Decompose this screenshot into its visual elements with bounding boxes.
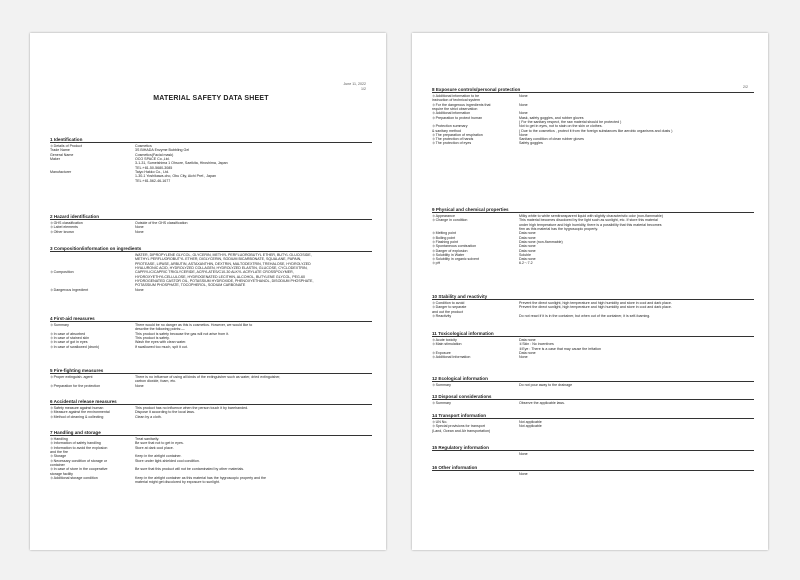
field-value: None <box>135 229 144 234</box>
field-label: ＊Appearance <box>432 214 455 219</box>
field-label: ＊Other known <box>50 229 74 234</box>
field-label: ＊Summary <box>432 383 451 388</box>
field-row <box>432 94 754 103</box>
field-row <box>50 446 372 455</box>
field-row <box>50 476 372 485</box>
field-value: Store at dark cool place. <box>135 445 174 450</box>
field-value: Be sure that not to get in eyes. <box>135 441 184 446</box>
field-label: ＊In case of absorbed <box>50 331 86 336</box>
field-label: General Name <box>50 152 74 157</box>
field-value: Do not pour away to the drainage <box>519 383 573 388</box>
field-row <box>50 375 372 384</box>
field-label: ＊Additional information <box>432 111 471 116</box>
field-value: OCO SPACE Co.,Ltd. 3-1-31, Sumeishima 1 Ohsore, Saeikita, Hiroshima, Japan TEL:+81-50-5680-3085 <box>135 157 228 170</box>
field-row <box>50 157 372 170</box>
field-value: This material becomes discolored by the light such as sunlight, etc. If store this material under high temperature and high humidity, there is a possibility that this material becomes firm as this material has the hygroscopic property. <box>519 218 662 232</box>
field-value: Observe the applicable laws. <box>519 401 565 406</box>
field-label: ＊Handling <box>50 437 68 442</box>
field-value: Not applicable <box>519 420 542 425</box>
field-label: ＊For the dangerous ingredients that require the strict observation <box>432 102 491 112</box>
section <box>432 413 754 433</box>
field-row <box>432 124 754 133</box>
field-row <box>432 452 754 456</box>
field-value: None <box>519 94 528 99</box>
section <box>50 399 372 419</box>
field-value: This product is safety because the gas will not arise from it. <box>135 331 230 336</box>
section <box>432 207 754 266</box>
field-label: ＊UN No. <box>432 420 448 425</box>
field-value: This product is safety. <box>135 336 170 341</box>
section <box>50 368 372 388</box>
field-label: ＊The preparation of respiration <box>432 132 483 137</box>
field-value: Sanitary condition of clean rubber gloves <box>519 137 584 142</box>
field-row <box>432 383 754 387</box>
field-value: If swallowed too much, spit it out. <box>135 344 188 349</box>
section <box>432 331 754 360</box>
section <box>50 214 372 234</box>
field-label: ＊Composition <box>50 270 74 275</box>
field-label: ＊GHS classification <box>50 221 83 226</box>
field-value: None <box>519 102 528 107</box>
field-value: This product has no influence when the person touch it by barehanded. <box>135 406 249 411</box>
field-label: ＊In case of got in eyes <box>50 340 88 345</box>
field-value: Data none <box>519 351 536 356</box>
field-row <box>432 218 754 231</box>
field-label: ＊Danger to separate and out the product <box>432 305 467 314</box>
field-value: WATER, DIPROPYLENE GLYCOL, GLYCERIN, METHYL PERFLUOROBUTYL ETHER, BUTYL GLUCOSIDE, METHYL PERFLUOROBUTYL ETHER, DIGLYCERIN, SODIUM BICARBONATE, SQUALANE, PAPAIN, PROTEASE, LIPASE, ARBUTIN, ASTAXANTHIN, DEXTRIN, MALTODEXTRIN, TREHALOSE, HYDROLYZED HYALURONIC ACID, HYDROLYZED COLLAGEN, HYDROLYZED ELASTIN, GLUCOSE, CYCLODEXTRIN, <box>135 253 312 271</box>
field-label: ＊Acute toxicity <box>432 338 457 343</box>
section-title: 3 Composition/information on ingredients <box>50 246 372 252</box>
field-row <box>50 467 372 476</box>
field-value: Not to get in eyes, not to stain on the skin or clothes. ( Due to the cosmetics , protect it from the foreign substances like aerobic organisms and dusts ) <box>519 124 673 133</box>
field-value: Keep in the airtight container as this material has the hygroscopic property and the material might get discolored by exposure to sunlight. <box>135 475 267 485</box>
section <box>50 316 372 349</box>
field-value: Keep in the airtight container. <box>135 454 182 459</box>
field-value: 6.2〜7.2 <box>519 261 533 266</box>
field-label: ＊The protection of hands <box>432 137 474 142</box>
field-value: None <box>519 132 528 137</box>
field-value: Treat sanitarily. <box>135 437 160 442</box>
field-row <box>432 472 754 476</box>
section <box>432 465 754 476</box>
field-value: None <box>135 225 144 230</box>
field-value: Prevent the direct sunlight, high temperature and high humidity and store in cool and dark place. <box>519 305 672 310</box>
field-label <box>432 472 519 476</box>
field-value: Soluble <box>519 252 531 257</box>
section <box>432 294 754 318</box>
field-value: Data none <box>519 244 536 249</box>
section-title: 10 Stability and reactivity <box>432 294 754 300</box>
field-label: ＊Label elements <box>50 225 78 230</box>
field-label: ＊Proper extinguish. agent <box>50 375 93 380</box>
field-row <box>432 314 754 318</box>
field-value: Data none <box>519 248 536 253</box>
section <box>432 376 754 387</box>
field-label: ＊Exposure <box>432 351 451 356</box>
field-row <box>432 261 754 265</box>
field-value: Prevent the direct sunlight, high temperature and high humidity and store in cool and dark place. <box>519 301 672 306</box>
field-row <box>432 424 754 433</box>
field-label: Maker <box>50 157 60 162</box>
field-value: Safety goggles <box>519 141 543 146</box>
field-label: ＊The protection of eyes <box>432 141 472 146</box>
field-value: Wash the eyes with clean water. <box>135 340 187 345</box>
field-row <box>50 230 372 234</box>
section <box>50 246 372 292</box>
field-value: Data none <box>519 235 536 240</box>
field-label: ＊Additional information to be instruction of technical system <box>432 94 480 103</box>
field-row <box>50 323 372 332</box>
section-title: 1 Identification <box>50 137 372 143</box>
field-row <box>432 116 754 125</box>
section <box>432 394 754 405</box>
field-label: ＊Condition to avoid <box>432 301 465 306</box>
field-value: None <box>135 287 144 292</box>
field-row <box>50 415 372 419</box>
section-title: 2 Hazard identification <box>50 214 372 220</box>
page-title: MATERIAL SAFETY DATA SHEET <box>153 95 269 102</box>
section-title: 14 Transport information <box>432 413 754 419</box>
field-label: ＊Method of cleaning & collecting <box>50 414 104 419</box>
section-title: 4 First-aid measures <box>50 316 372 322</box>
section-title: 15 Regulatory information <box>432 445 754 451</box>
section-title: 9 Physical and chemical properties <box>432 207 754 213</box>
field-value: None <box>519 111 528 116</box>
field-label <box>50 253 135 270</box>
field-row <box>432 103 754 112</box>
field-value: Mask, safety goggles, and rubber gloves ( For the sanitary respect, the raw material should be protected ) <box>519 115 622 124</box>
page-number: 2/2 <box>743 85 748 89</box>
field-label: ＊Special provisions for transport (Land, Ocean and Air transportation) <box>432 424 491 433</box>
field-label: ＊Solubility in Water <box>432 252 465 257</box>
page-number: 1/2 <box>361 86 366 91</box>
field-label: Manufacturer <box>50 169 72 174</box>
field-label: ＊Summary <box>50 323 69 328</box>
field-label: ＊Storage <box>50 454 67 459</box>
field-label: ＊Main stimulation <box>432 342 462 347</box>
section <box>50 430 372 484</box>
field-value: ①Skin : No incentives ②Eye : There is a case that may cause the irritation <box>519 342 602 351</box>
field-value: Do not react if it is in the container, but when out of the container, it is self-foaming. <box>519 314 651 319</box>
field-label: ＊In case of swallowed (drunk) <box>50 344 100 349</box>
field-label: ＊Additional storage condition <box>50 475 98 480</box>
field-value: Not applicable <box>519 424 542 429</box>
field-row <box>50 384 372 388</box>
field-label: ＊Preparation to protect human <box>432 115 483 120</box>
field-label <box>432 452 519 456</box>
field-value: Taiyo Hakko Co., Ltd. 1-30-1 Yoshikawa-cho, Obu City, Aichi Pref., Japan TEL:+81-562-46-1677 <box>135 169 217 183</box>
section-title: 8 Exposure controls/personal protection <box>432 87 754 93</box>
section-title: 12 Ecological information <box>432 376 754 382</box>
field-row <box>432 305 754 314</box>
field-label: ＊pH <box>432 261 441 266</box>
field-label: ＊In case of stained skin <box>50 336 90 341</box>
document-page-2 <box>412 33 768 550</box>
section <box>50 137 372 183</box>
field-value: Dispose it according to the local laws. <box>135 410 195 415</box>
field-row <box>432 355 754 359</box>
field-value: There is no influence of using all kinds of the extinguisher such as water, dried extinguisher, carbon dioxide, foam, etc. <box>135 375 281 384</box>
section-title: 16 Other information <box>432 465 754 471</box>
field-label: ＊Preparation for the protection <box>50 383 101 388</box>
field-value: Data none <box>519 231 536 236</box>
field-value: Milky white to white semitransparent liquid with slightly characteristic odor (non-flammable) <box>519 214 664 219</box>
field-value: None <box>519 452 528 457</box>
field-row <box>432 401 754 405</box>
field-value: Data none (non-flammable) <box>519 239 563 244</box>
date-text: June 11, 2022 <box>343 82 366 86</box>
field-label: ＊Dangerous Ingredient <box>50 287 89 292</box>
field-value: None <box>519 472 528 477</box>
field-row <box>432 342 754 351</box>
field-value: There would be no danger as this is cosmetics. However, we would like to describe the following points:— <box>135 323 253 332</box>
field-value: 3S BIHADA Enzyme Bubbling Gel <box>135 148 190 153</box>
field-label: ＊Measure against the environmental <box>50 410 110 415</box>
field-label: ＊Solubility in organic solvent <box>432 257 479 262</box>
document-page-1 <box>30 33 386 550</box>
section <box>432 445 754 456</box>
field-value: Cosmetics(Facial mask) <box>135 152 174 157</box>
field-value: Store under light-shielded cool condition. <box>135 458 200 463</box>
field-label: ＊Information to avoid the explosion and the fire <box>50 445 108 455</box>
field-row <box>50 253 372 270</box>
field-label: Trade Name <box>50 148 70 153</box>
field-value: Cosmetics <box>135 144 152 149</box>
section-title: 5 Fire-fighting measures <box>50 368 372 374</box>
field-label: ＊Melting point <box>432 231 456 236</box>
field-label: ＊Change in condition <box>432 218 468 223</box>
field-label: ＊Danger of explosion <box>432 248 468 253</box>
field-label: ＊Protection summary & sanitary method <box>432 124 468 133</box>
field-label: ＊Flashing point <box>432 239 458 244</box>
field-value: Data none <box>519 257 536 262</box>
section-title: 11 Toxicological information <box>432 331 754 337</box>
field-value: None <box>519 355 528 360</box>
field-value: CAPRYLIC/CAPRIC TRIGLYCERIDE, ACRYLATES/C10-30 ALKYL ACRYLATE CROSSPOLYMER, HYDROXYETHYLCELLULOSE, HYDROGENATED LECITHIN, ALCOHOL, BUTYLENE GLYCOL, PEG-60 HYDROGENATED CASTOR OIL, POTASSIUM HYDROXIDE, PHENOXYETHANOL, DISODIUM PHOSPHATE, POTASSIUM PHOSPHATE, TOCOPHEROL, SODIUM CARBONATE <box>135 270 314 288</box>
section-title: 13 Disposal considerations <box>432 394 754 400</box>
section-title: 6 Accidental release measures <box>50 399 372 405</box>
field-value: Clean by a cloth. <box>135 414 162 419</box>
field-row <box>50 270 372 287</box>
field-label: ＊Safety measure against human <box>50 406 104 411</box>
field-row <box>50 170 372 183</box>
field-label: ＊Details of Product <box>50 144 82 149</box>
field-label: ＊Additional Information <box>432 355 471 360</box>
field-label: ＊In case of store in the cooperative storage facility <box>50 467 108 476</box>
field-value: Be sure that this product will not be contaminated by other materials. <box>135 467 245 472</box>
field-label: ＊Spontaneous combustion <box>432 244 477 249</box>
field-row <box>50 288 372 292</box>
field-label: ＊Boiling point <box>432 235 456 240</box>
field-label: ＊Necessary condition of storage or container <box>50 458 108 467</box>
section-title: 7 Handling and storage <box>50 430 372 436</box>
field-label: ＊Summary <box>432 401 451 406</box>
field-value: Outside of the GHS classification <box>135 221 188 226</box>
field-row <box>50 459 372 468</box>
field-value: Data none <box>519 338 536 343</box>
field-value: None <box>135 383 144 388</box>
field-row <box>50 345 372 349</box>
field-label: ＊Information of safety handling <box>50 441 101 446</box>
section <box>432 87 754 146</box>
field-label: ＊Reactivity <box>432 314 452 319</box>
field-row <box>432 141 754 145</box>
